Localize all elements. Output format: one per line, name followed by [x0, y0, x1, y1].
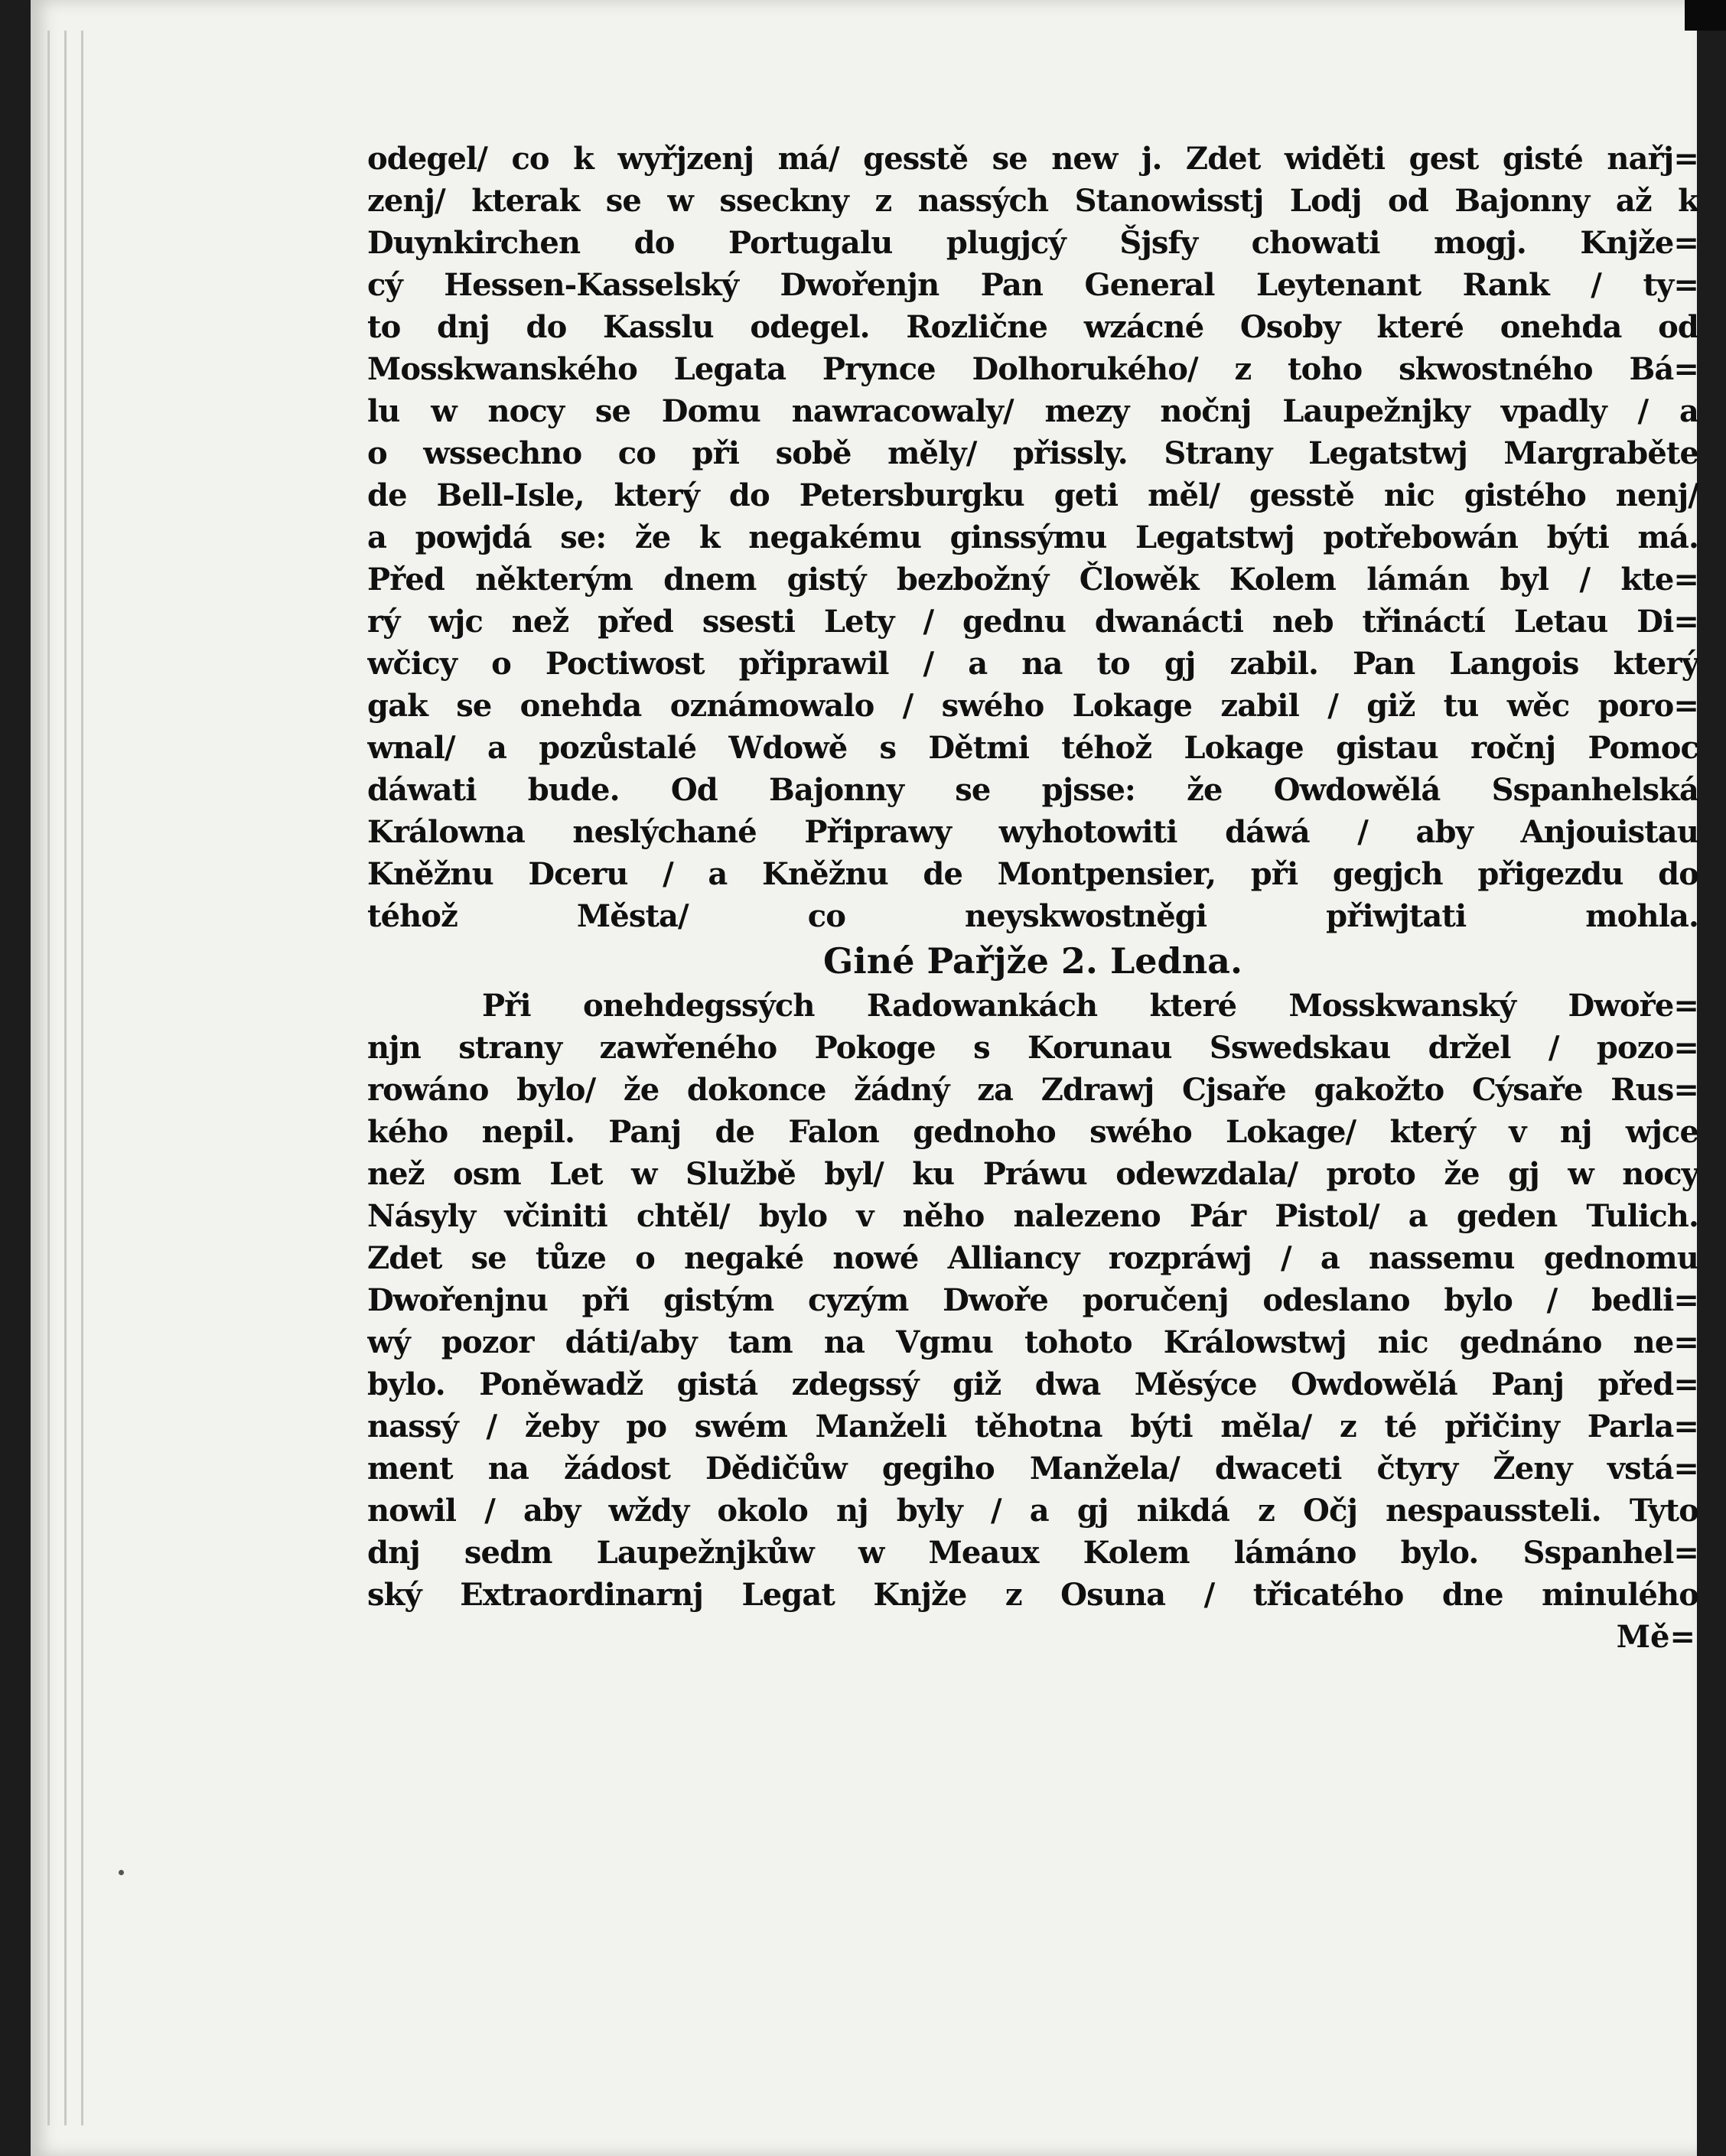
text-line: téhož Města/ co neyskwostněgi přiwjtati mohla.	[367, 898, 1698, 934]
text-line: rý wjc než před ssesti Lety / gednu dwanácti neb třináctí Letau Di=	[367, 604, 1698, 640]
text-line: wnal/ a pozůstalé Wdowě s Dětmi téhož Lokage gistau ročnj Pomoc	[367, 730, 1698, 766]
text-line: dnj sedm Laupežnjkůw w Meaux Kolem lámáno bylo. Sspanhel=	[367, 1535, 1698, 1571]
text-line: bylo. Poněwadž gistá zdegssý giž dwa Měsýce Owdowělá Panj před=	[367, 1366, 1698, 1402]
text-line: Kněžnu Dceru / a Kněžnu de Montpensier, při gegjch přigezdu do	[367, 856, 1698, 892]
text-line: njn strany zawřeného Pokoge s Korunau Sswedskau držel / pozo=	[367, 1030, 1698, 1066]
page-edge-line	[47, 31, 50, 2125]
text-line: lu w nocy se Domu nawracowaly/ mezy nočnj Laupežnjky vpadly / a	[367, 393, 1698, 429]
text-line: wý pozor dáti/aby tam na Vgmu tohoto Králowstwj nic gednáno ne=	[367, 1324, 1698, 1360]
text-line: to dnj do Kasslu odegel. Rozlične wzácné Osoby které onehda od	[367, 309, 1698, 345]
text-line: nassý / žeby po swém Manželi těhotna býti měla/ z té přičiny Parla=	[367, 1409, 1698, 1444]
catchword: Mě=	[1616, 1619, 1695, 1655]
ink-speck	[119, 1870, 124, 1875]
text-line: ský Extraordinarnj Legat Knjže z Osuna / třicatého dne minulého	[367, 1577, 1698, 1613]
text-line: Králowna neslýchané Připrawy wyhotowiti dáwá / aby Anjouistau	[367, 814, 1698, 850]
page-edge-line	[64, 31, 67, 2125]
text-line: Duynkirchen do Portugalu plugjcý Šjsfy chowati mogj. Knjže=	[367, 225, 1698, 261]
page-text	[367, 138, 1698, 1658]
text-line: Násyly včiniti chtěl/ bylo v něho nalezeno Pár Pistol/ a geden Tulich.	[367, 1198, 1698, 1234]
text-line: wčicy o Poctiwost připrawil / a na to gj zabil. Pan Langois který	[367, 646, 1698, 682]
text-line: než osm Let w Službě byl/ ku Práwu odewzdala/ proto že gj w nocy	[367, 1156, 1698, 1192]
text-line: kého nepil. Panj de Falon gednoho swého Lokage/ který v nj wjce	[367, 1114, 1698, 1150]
text-line: odegel/ co k wyřjzenj má/ gesstě se new j. Zdet widěti gest gisté nařj=	[367, 141, 1698, 177]
text-line: o wssechno co při sobě měly/ přissly. Strany Legatstwj Margraběte	[367, 435, 1698, 471]
page-edge-line	[81, 31, 83, 2125]
text-line: Dwořenjnu při gistým cyzým Dwoře poručenj odeslano bylo / bedli=	[367, 1282, 1698, 1318]
text-line: cý Hessen-Kasselský Dwořenjn Pan General Leytenant Rank / ty=	[367, 267, 1698, 303]
scan-corner	[1685, 0, 1726, 31]
text-line: de Bell-Isle, který do Petersburgku geti měl/ gesstě nic gistého nenj/	[367, 477, 1698, 513]
text-line: ment na žádost Dědičůw gegiho Manžela/ dwaceti čtyry Ženy vstá=	[367, 1451, 1698, 1487]
text-line: Při onehdegssých Radowankách které Mosskwanský Dwoře=	[482, 988, 1698, 1024]
text-line: zenj/ kterak se w sseckny z nassých Stanowisstj Lodj od Bajonny až k	[367, 183, 1698, 219]
paragraph-second	[367, 985, 1698, 1616]
book-page	[31, 0, 1697, 2156]
text-line: Mosskwanského Legata Prynce Dolhorukého/ z toho skwostného Bá=	[367, 351, 1698, 387]
paragraph-first	[367, 138, 1698, 937]
text-line: Před některým dnem gistý bezbožný Člowěk Kolem lámán byl / kte=	[367, 562, 1698, 598]
section-heading: Giné Pařjže 2. Ledna.	[822, 940, 1242, 982]
text-line: nowil / aby wždy okolo nj byly / a gj nikdá z Očj nespaussteli. Tyto	[367, 1493, 1698, 1529]
text-line: Zdet se tůze o negaké nowé Alliancy rozpráwj / a nassemu gednomu	[367, 1240, 1698, 1276]
text-line: gak se onehda oznámowalo / swého Lokage zabil / giž tu wěc poro=	[367, 688, 1698, 724]
text-line: a powjdá se: že k negakému ginssýmu Legatstwj potřebowán býti má.	[367, 519, 1698, 555]
text-line: dáwati bude. Od Bajonny se pjsse: že Owdowělá Sspanhelská	[367, 772, 1698, 808]
text-line: rowáno bylo/ že dokonce žádný za Zdrawj Cjsaře gakožto Cýsaře Rus=	[367, 1072, 1698, 1108]
